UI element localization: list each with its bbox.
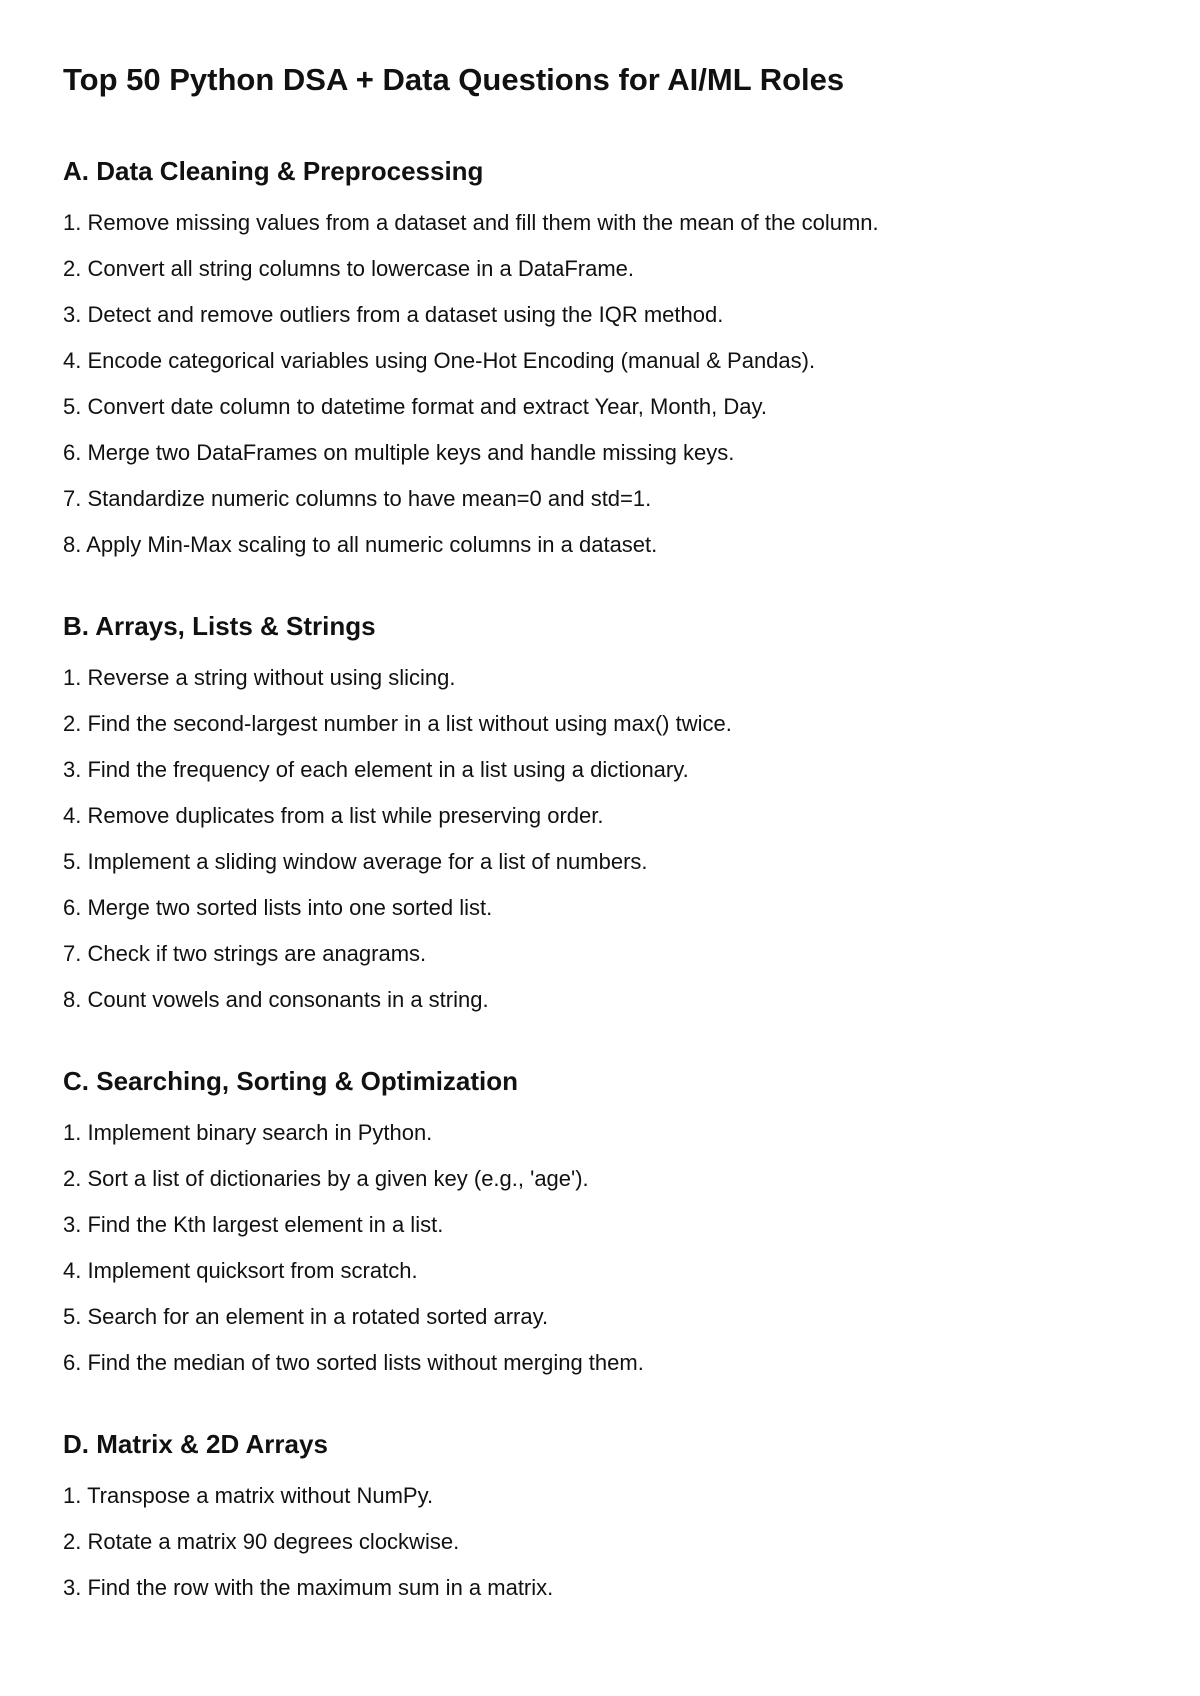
section-heading: B. Arrays, Lists & Strings xyxy=(63,611,376,641)
question-item: 1. Implement binary search in Python. xyxy=(63,1120,433,1145)
question-list xyxy=(63,1473,553,1611)
question-item: 3. Detect and remove outliers from a dataset using the IQR method. xyxy=(63,302,724,327)
question-item: 4. Implement quicksort from scratch. xyxy=(63,1258,418,1283)
document-title: Top 50 Python DSA + Data Questions for AI/ML Roles xyxy=(63,62,845,97)
question-item: 6. Find the median of two sorted lists without merging them. xyxy=(63,1350,644,1375)
question-item: 2. Convert all string columns to lowercase in a DataFrame. xyxy=(63,256,635,281)
question-item: 7. Check if two strings are anagrams. xyxy=(63,941,427,966)
question-list xyxy=(63,655,732,1023)
section-searching-sorting xyxy=(63,1061,644,1386)
question-item: 6. Merge two sorted lists into one sorted list. xyxy=(63,895,493,920)
question-item: 4. Encode categorical variables using One-Hot Encoding (manual & Pandas). xyxy=(63,348,816,373)
question-item: 3. Find the Kth largest element in a list. xyxy=(63,1212,444,1237)
question-item: 8. Count vowels and consonants in a string. xyxy=(63,987,489,1012)
question-item: 1. Remove missing values from a dataset and fill them with the mean of the column. xyxy=(63,210,879,235)
question-item: 1. Transpose a matrix without NumPy. xyxy=(63,1483,434,1508)
question-item: 2. Rotate a matrix 90 degrees clockwise. xyxy=(63,1529,460,1554)
question-item: 5. Search for an element in a rotated sorted array. xyxy=(63,1304,549,1329)
section-arrays-lists-strings xyxy=(63,606,732,1023)
section-heading: A. Data Cleaning & Preprocessing xyxy=(63,156,484,186)
section-data-cleaning xyxy=(63,151,879,568)
section-matrix-2d-arrays xyxy=(63,1424,553,1611)
section-heading: D. Matrix & 2D Arrays xyxy=(63,1429,328,1459)
section-heading: C. Searching, Sorting & Optimization xyxy=(63,1066,519,1096)
question-item: 2. Find the second-largest number in a list without using max() twice. xyxy=(63,711,732,736)
question-item: 8. Apply Min-Max scaling to all numeric columns in a dataset. xyxy=(63,532,658,557)
question-item: 3. Find the row with the maximum sum in a matrix. xyxy=(63,1575,554,1600)
question-list xyxy=(63,1110,644,1386)
question-item: 5. Convert date column to datetime format and extract Year, Month, Day. xyxy=(63,394,767,419)
question-list xyxy=(63,200,879,568)
question-item: 2. Sort a list of dictionaries by a given key (e.g., 'age'). xyxy=(63,1166,589,1191)
question-item: 4. Remove duplicates from a list while preserving order. xyxy=(63,803,604,828)
question-item: 5. Implement a sliding window average for a list of numbers. xyxy=(63,849,648,874)
question-item: 3. Find the frequency of each element in a list using a dictionary. xyxy=(63,757,689,782)
question-item: 6. Merge two DataFrames on multiple keys and handle missing keys. xyxy=(63,440,735,465)
question-item: 7. Standardize numeric columns to have mean=0 and std=1. xyxy=(63,486,652,511)
question-item: 1. Reverse a string without using slicing. xyxy=(63,665,456,690)
